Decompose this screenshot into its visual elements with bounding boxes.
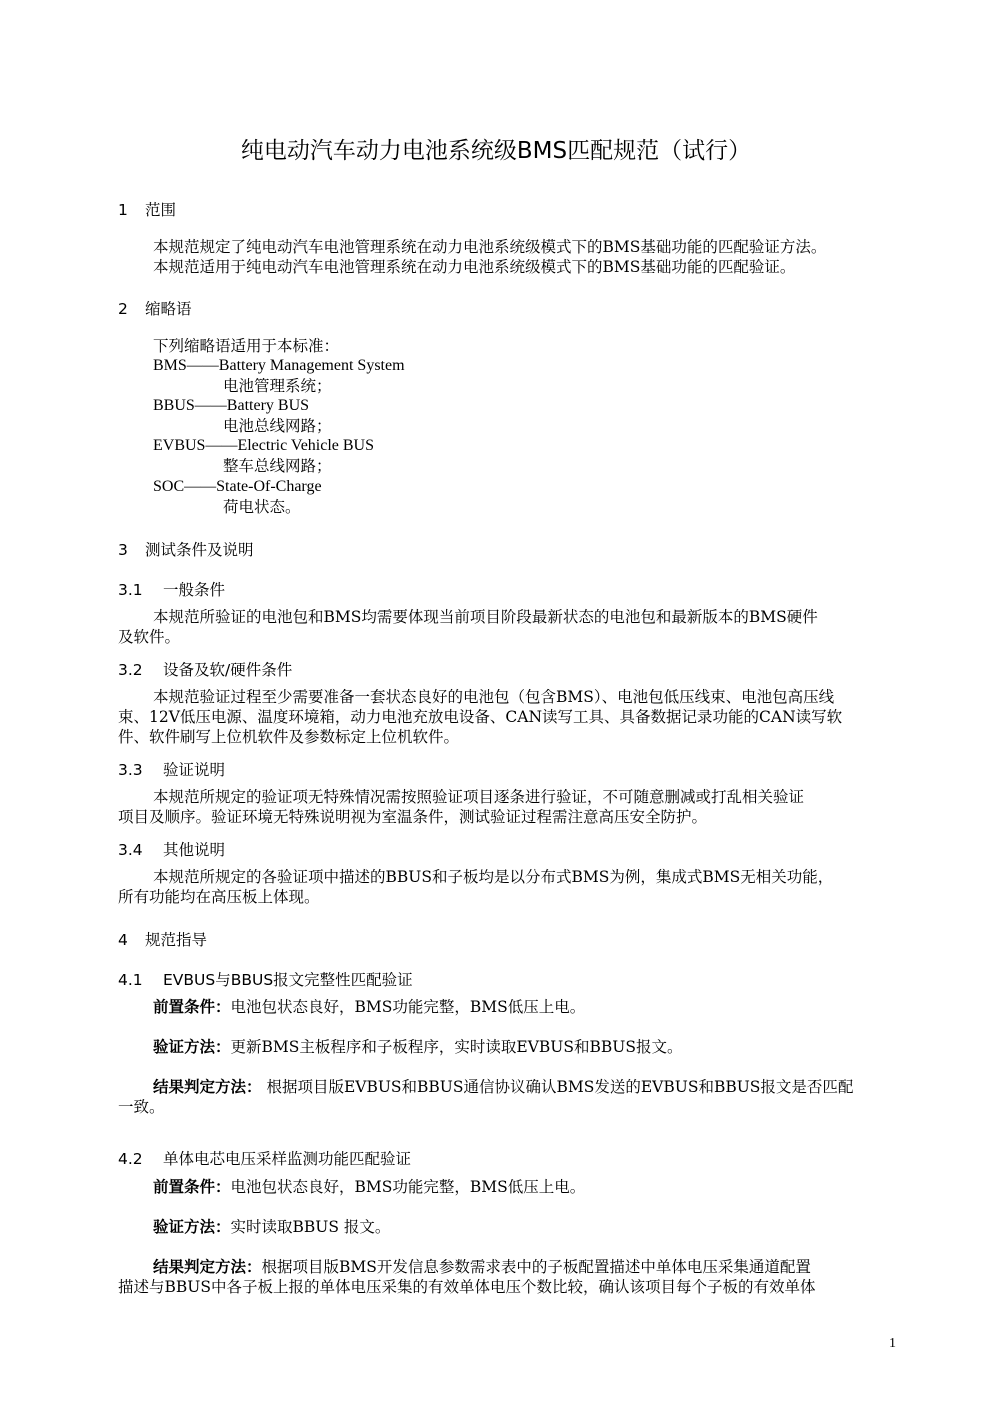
section-number: 3 [118, 541, 128, 559]
section-number: 4 [118, 931, 128, 949]
method-text: 实时读取BBUS 报文。 [230, 1218, 391, 1236]
section-4-2-heading [118, 1147, 411, 1169]
section-title: 单体电芯电压采样监测功能匹配验证 [163, 1150, 412, 1168]
section-title: 缩略语 [145, 300, 192, 318]
paragraph-line: 本规范规定了纯电动汽车电池管理系统在动力电池系统级模式下的BMS基础功能的匹配验证方法。 [153, 238, 827, 256]
precondition-line [153, 997, 585, 1017]
section-title: 设备及软/硬件条件 [163, 661, 293, 679]
method-label: 验证方法： [153, 1218, 231, 1236]
result-text: 根据项目版EVBUS和BBUS通信协议确认BMS发送的EVBUS和BBUS报文是否匹配 [261, 1078, 854, 1096]
result-text: 根据项目版BMS开发信息参数需求表中的子板配置描述中单体电压采集通道配置 [261, 1258, 811, 1276]
abbr-desc: 荷电状态。 [223, 498, 301, 516]
method-line [153, 1217, 390, 1237]
abbr-term: BMS——Battery Management System [153, 357, 405, 374]
section-title: EVBUS与BBUS报文完整性匹配验证 [163, 971, 413, 989]
paragraph-line: 本规范验证过程至少需要准备一套状态良好的电池包（包含BMS）、电池包低压线束、电池包高压线 [153, 688, 835, 706]
section-title: 验证说明 [163, 761, 226, 779]
document-title: 纯电动汽车动力电池系统级BMS匹配规范（试行） [240, 138, 752, 164]
section-number: 2 [118, 300, 128, 318]
result-line-continued: 一致。 [118, 1098, 165, 1116]
precondition-text: 电池包状态良好，BMS功能完整，BMS低压上电。 [230, 1178, 586, 1196]
paragraph-line: 本规范所规定的验证项无特殊情况需按照验证项目逐条进行验证，不可随意删减或打乱相关验证 [153, 788, 805, 806]
method-line [153, 1037, 682, 1057]
paragraph-line: 本规范适用于纯电动汽车电池管理系统在动力电池系统级模式下的BMS基础功能的匹配验证。 [153, 258, 796, 276]
section-3-3-heading [118, 758, 225, 780]
section-number: 3.2 [118, 661, 143, 679]
abbr-desc: 整车总线网路； [223, 457, 332, 475]
method-text: 更新BMS主板程序和子板程序，实时读取EVBUS和BBUS报文。 [230, 1038, 683, 1056]
section-title: 范围 [145, 201, 177, 219]
abbr-desc: 电池总线网路； [223, 417, 332, 435]
result-line [153, 1257, 811, 1277]
abbr-term: SOC——State-Of-Charge [153, 478, 322, 495]
precondition-line [153, 1177, 585, 1197]
section-4-1-heading [118, 968, 413, 990]
paragraph-line: 本规范所规定的各验证项中描述的BBUS和子板均是以分布式BMS为例，集成式BMS无相关功能， [153, 868, 834, 886]
method-label: 验证方法： [153, 1038, 231, 1056]
page-number: 1 [889, 1336, 896, 1351]
section-3-4-heading [118, 838, 225, 860]
precondition-label: 前置条件： [153, 1178, 231, 1196]
section-number: 3.1 [118, 581, 143, 599]
abbr-term: EVBUS——Electric Vehicle BUS [153, 437, 375, 454]
result-line [153, 1077, 853, 1097]
section-title: 一般条件 [163, 581, 226, 599]
section-4-heading [118, 928, 207, 950]
precondition-text: 电池包状态良好，BMS功能完整，BMS低压上电。 [230, 998, 586, 1016]
section-1-heading [118, 198, 176, 220]
section-3-2-heading [118, 658, 292, 680]
section-title: 规范指导 [145, 931, 208, 949]
paragraph-line: 所有功能均在高压板上体现。 [118, 888, 320, 906]
section-number: 3.4 [118, 841, 143, 859]
section-3-1-heading [118, 578, 225, 600]
paragraph-line: 束、12V低压电源、温度环境箱，动力电池充放电设备、CAN读写工具、具备数据记录功能的CAN读写软 [118, 708, 843, 726]
abbr-intro: 下列缩略语适用于本标准： [153, 337, 340, 355]
result-line-continued: 描述与BBUS中各子板上报的单体电压采集的有效单体电压个数比较，确认该项目每个子板的有效单体 [118, 1278, 816, 1296]
precondition-label: 前置条件： [153, 998, 231, 1016]
section-title: 测试条件及说明 [145, 541, 254, 559]
abbr-term: BBUS——Battery BUS [153, 397, 310, 414]
paragraph-line: 件、软件刷写上位机软件及参数标定上位机软件。 [118, 728, 460, 746]
result-label: 结果判定方法： [153, 1078, 262, 1096]
section-title: 其他说明 [163, 841, 226, 859]
paragraph-line: 本规范所验证的电池包和BMS均需要体现当前项目阶段最新状态的电池包和最新版本的BMS硬件 [153, 608, 818, 626]
section-3-heading [118, 538, 254, 560]
section-number: 3.3 [118, 761, 143, 779]
section-2-heading [118, 297, 192, 319]
section-number: 1 [118, 201, 128, 219]
result-label: 结果判定方法： [153, 1258, 262, 1276]
section-number: 4.1 [118, 971, 143, 989]
section-number: 4.2 [118, 1150, 143, 1168]
abbr-desc: 电池管理系统； [223, 377, 332, 395]
paragraph-line: 及软件。 [118, 628, 181, 646]
paragraph-line: 项目及顺序。验证环境无特殊说明视为室温条件，测试验证过程需注意高压安全防护。 [118, 808, 708, 826]
